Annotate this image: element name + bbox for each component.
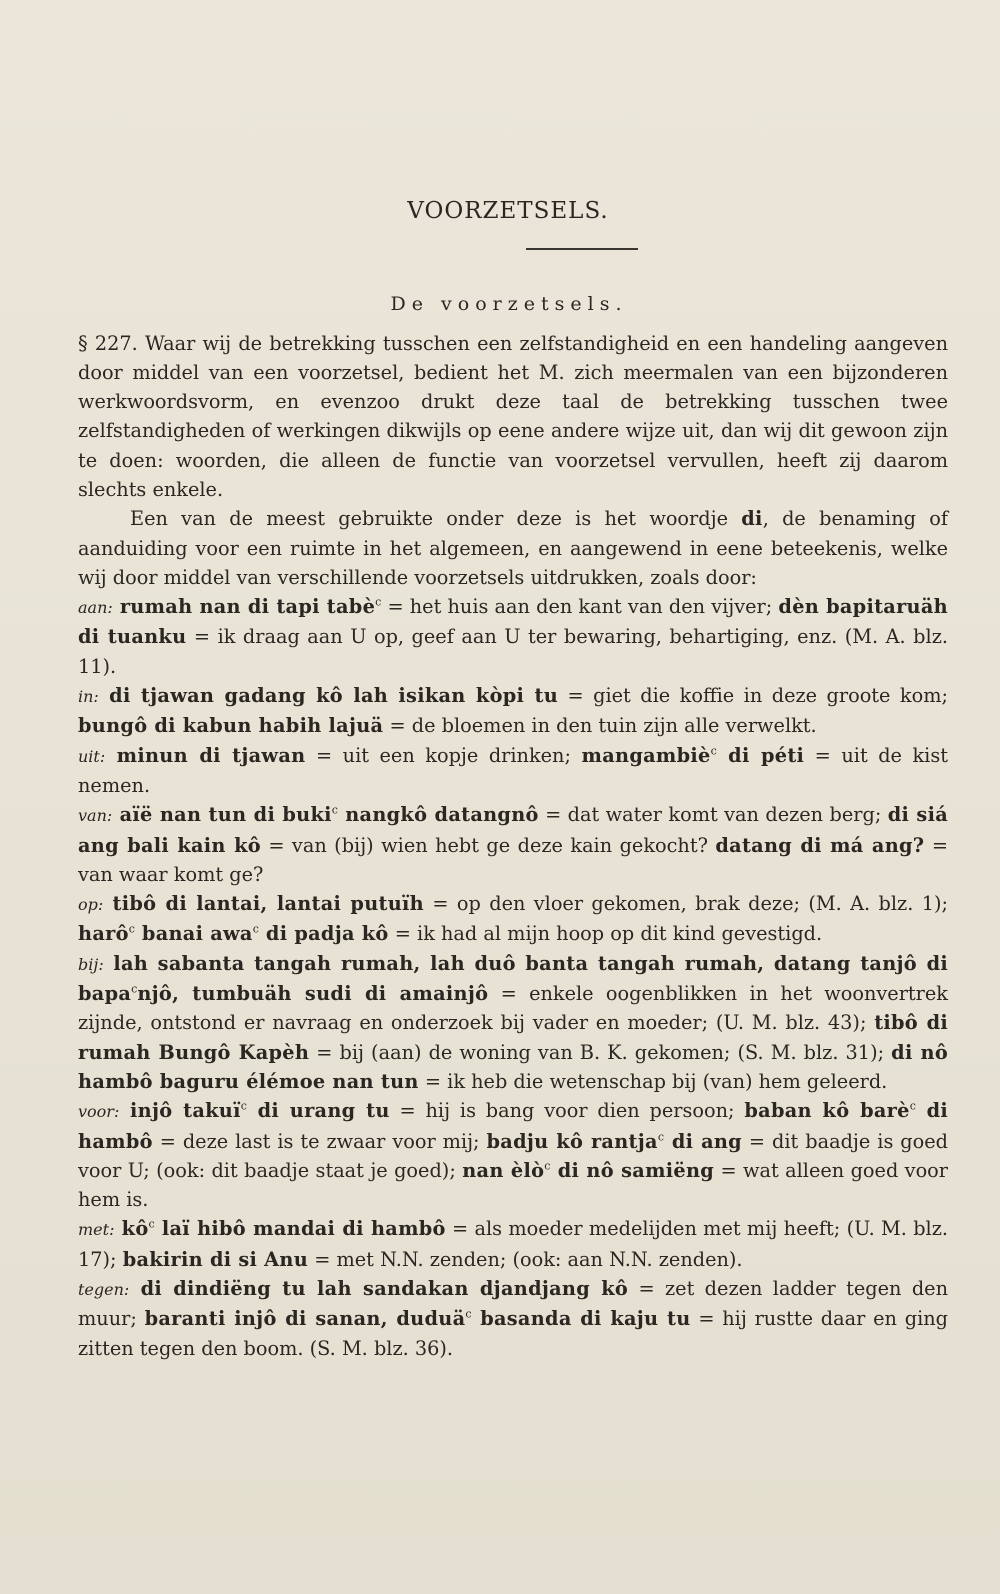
footnote-mark: c bbox=[375, 595, 382, 609]
dutch-text: = van (bij) wien hebt ge deze kain gekocht? bbox=[260, 833, 716, 857]
malay-phrase: di dindiëng tu lah sandakan djandjang kô bbox=[129, 1277, 629, 1300]
dutch-text: = met N.N. zenden; (ook: aan N.N. zenden). bbox=[308, 1247, 743, 1271]
dutch-text: = als moeder medelijden met mij heeft; (U. M. blz. 17); bbox=[78, 1217, 948, 1271]
footnote-mark: c bbox=[465, 1307, 472, 1321]
malay-phrase: di siá ang bali kain kô bbox=[78, 803, 948, 857]
dutch-text: = deze last is te zwaar voor mij; bbox=[152, 1129, 487, 1153]
preposition-label: tegen: bbox=[78, 1280, 130, 1299]
dutch-text: Een van de meest gebruikte onder deze is het woordje bbox=[130, 507, 742, 531]
footnote-mark: c bbox=[131, 982, 138, 996]
dutch-text: = uit een kopje drinken; bbox=[305, 743, 582, 767]
preposition-label: uit: bbox=[78, 746, 106, 766]
dutch-text: = hij rustte daar en ging zitten tegen den boom. (S. M. blz. 36). bbox=[78, 1307, 948, 1360]
example-entry bbox=[78, 681, 948, 741]
footnote-mark: c bbox=[252, 923, 259, 937]
malay-phrase: rumah nan di tapi tabè bbox=[112, 595, 376, 619]
footnote-mark: c bbox=[710, 744, 717, 758]
malay-phrase: di tjawan gadang kô lah isikan kòpi tu bbox=[98, 684, 559, 708]
preposition-label: bij: bbox=[78, 954, 104, 974]
malay-phrase: bungô di kabun habih lajuä bbox=[78, 714, 384, 738]
body-text bbox=[78, 329, 948, 1363]
malay-phrase: di urang tu bbox=[246, 1099, 390, 1123]
footnote-mark: c bbox=[128, 923, 135, 937]
dutch-text: = enkele oogenblikken in het woonvertrek zijnde, ontstond er navraag en onderzoek bij vader en moeder; (U. M. blz. 43); bbox=[78, 982, 948, 1035]
dutch-text: = dat water komt van dezen berg; bbox=[538, 803, 888, 827]
malay-phrase: baranti injô di sanan, duduä bbox=[144, 1307, 466, 1331]
dutch-text: = op den vloer gekomen, brak deze; (M. A. blz. 1); bbox=[424, 892, 949, 916]
dutch-text: = zet dezen ladder tegen den muur; bbox=[78, 1277, 949, 1331]
dutch-text: = bij (aan) de woning van B. K. gekomen; (S. M. blz. 31); bbox=[309, 1040, 892, 1064]
preposition-label: van: bbox=[78, 806, 113, 826]
malay-phrase: tibô di rumah Bungô Kapèh bbox=[78, 1011, 948, 1064]
malay-phrase: basanda di kaju tu bbox=[471, 1307, 691, 1331]
preposition-label: voor: bbox=[78, 1102, 120, 1122]
dutch-text: = het huis aan den kant van den vijver; bbox=[381, 595, 779, 619]
preposition-label: in: bbox=[78, 687, 99, 707]
dutch-text: = wat alleen goed voor hem is. bbox=[78, 1158, 949, 1212]
malay-phrase: dèn bapitaruäh di tuanku bbox=[78, 595, 948, 649]
malay-phrase: datang di má ang? bbox=[715, 833, 925, 857]
malay-phrase: njô, tumbuäh sudi di amainjô bbox=[137, 982, 489, 1006]
malay-phrase: minun di tjawan bbox=[105, 743, 306, 767]
example-entry bbox=[78, 949, 948, 1096]
dutch-text: = ik draag aan U op, geef aan U ter bewaring, behartiging, enz. (M. A. blz. 11). bbox=[78, 625, 948, 678]
malay-phrase: baban kô barè bbox=[744, 1099, 910, 1123]
malay-phrase: bakirin di si Anu bbox=[122, 1247, 309, 1271]
preposition-label: op: bbox=[78, 895, 104, 915]
malay-phrase: mangambiè bbox=[581, 743, 711, 767]
dutch-text: = dit baadje is goed voor U; (ook: dit baadje staat je goed); bbox=[78, 1129, 948, 1182]
dutch-text: = ik heb die wetenschap bij (van) hem geleerd. bbox=[418, 1069, 888, 1093]
example-entry bbox=[78, 1096, 948, 1214]
malay-phrase: harô bbox=[78, 922, 129, 946]
footnote-mark: c bbox=[909, 1099, 916, 1113]
footnote-mark: c bbox=[148, 1217, 155, 1231]
preposition-label: aan: bbox=[78, 598, 113, 618]
example-entry bbox=[78, 1274, 948, 1363]
dutch-text: = uit de kist nemen. bbox=[78, 743, 948, 797]
preposition-label: met: bbox=[78, 1220, 115, 1240]
malay-phrase: di nô samiëng bbox=[550, 1158, 715, 1182]
malay-phrase: tibô di lantai, lantai putuïh bbox=[103, 892, 425, 916]
malay-phrase: lah sabanta tangah rumah, lah duô banta tangah rumah, datang tanjô di bapa bbox=[78, 951, 948, 1006]
dutch-text: = ik had al mijn hoop op dit kind gevestigd. bbox=[388, 922, 823, 946]
malay-phrase: di péti bbox=[716, 743, 805, 767]
section-subheading: De voorzetsels. bbox=[390, 292, 628, 315]
example-entry bbox=[78, 889, 948, 949]
footnote-mark: c bbox=[240, 1099, 247, 1113]
example-list bbox=[78, 592, 948, 1363]
footnote-mark: c bbox=[331, 803, 338, 817]
malay-phrase: di padja kô bbox=[258, 922, 389, 946]
malay-phrase: laï hibô mandai di hambô bbox=[154, 1217, 446, 1241]
dutch-text: = giet die koffie in deze groote kom; bbox=[558, 684, 948, 708]
example-entry bbox=[78, 1214, 948, 1274]
dutch-text: § 227. Waar wij de betrekking tusschen een zelfstandigheid en een handeling aangeven door middel van een voorzetsel, bedient het M. zich meermalen van een bijzonderen werkwoordsvorm, en evenzoo drukt deze taal de betrekking tusschen twee zelfstandigheden of werkingen dikwijls op eene andere wijze uit, dan wij dit gewoon zijn te doen: woorden, die alleen de functie van voorzetsel vervullen, heeft zij daarom slechts enkele. bbox=[78, 331, 948, 501]
dutch-text: = van waar komt ge? bbox=[78, 833, 948, 886]
malay-phrase: di nô hambô baguru élémoe nan tun bbox=[78, 1040, 949, 1093]
malay-phrase: di bbox=[741, 507, 763, 531]
example-entry bbox=[78, 800, 948, 889]
dutch-text: = de bloemen in den tuin zijn alle verwelkt. bbox=[383, 714, 817, 738]
malay-phrase: nan èlò bbox=[462, 1158, 545, 1182]
paragraph-section-227 bbox=[78, 329, 948, 505]
dutch-text: = hij is bang voor dien persoon; bbox=[389, 1099, 745, 1123]
malay-phrase: di ang bbox=[663, 1129, 742, 1153]
paragraph-di-usage bbox=[78, 504, 948, 592]
example-entry bbox=[78, 592, 948, 681]
malay-phrase: badju kô rantja bbox=[486, 1129, 658, 1153]
malay-phrase: injô takuï bbox=[119, 1099, 241, 1123]
example-entry bbox=[78, 741, 948, 801]
malay-phrase: nangkô datangnô bbox=[337, 803, 539, 827]
footnote-mark: c bbox=[657, 1130, 664, 1144]
dutch-text: , de benaming of aanduiding voor een ruimte in het algemeen, en aangewend in eene beteekenis, welke wij door middel van verschillende voorzetsels uitdrukken, zoals door: bbox=[78, 507, 948, 589]
malay-phrase: kô bbox=[114, 1217, 149, 1241]
malay-phrase: di hambô bbox=[78, 1099, 948, 1153]
footnote-mark: c bbox=[544, 1159, 551, 1173]
malay-phrase: banai awa bbox=[134, 922, 253, 946]
malay-phrase: aïë nan tun di buki bbox=[112, 803, 332, 827]
chapter-heading: VOORZETSELS. bbox=[407, 198, 609, 224]
heading-rule bbox=[526, 248, 638, 250]
